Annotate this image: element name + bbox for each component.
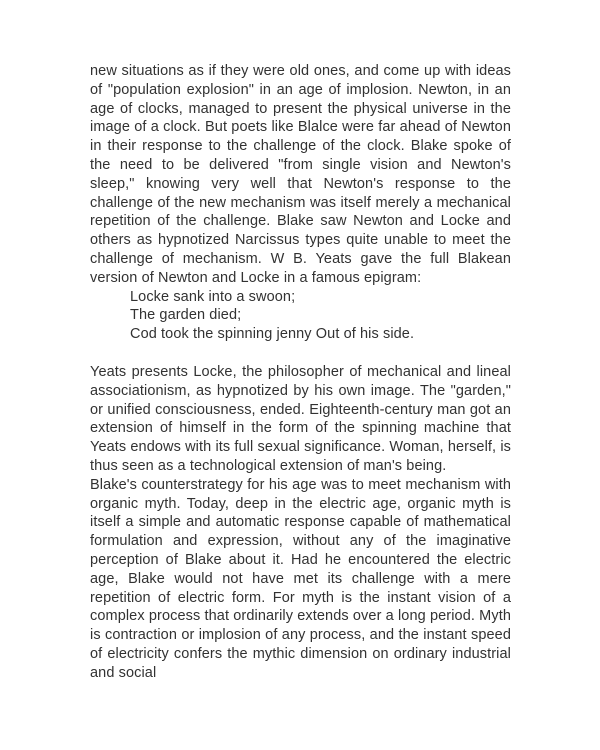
verse-line-2: The garden died;	[130, 307, 242, 324]
text-column	[90, 62, 511, 683]
paragraph-newton-blake: new situations as if they were old ones, and come up with ideas of "population explosion" in an age of implosion. Newton, in an age of clocks, managed to present the physical universe in the image of a clock. But poets like Blalce were far ahead of Newton in their response to the challenge of the clock. Blake spoke of the need to be delivered "from single vision and Newton's sleep," knowing very well that Newton's response to the challenge of the new mechanism was itself merely a mechanical repetition of the challenge. Blake saw Newton and Locke and others as hypnotized Narcissus types quite unable to meet the challenge of mechanism. W B. Yeats gave the full Blakean version of Newton and Locke in a famous epigram:	[90, 63, 511, 286]
paragraph-blake-counterstrategy: Blake's counterstrategy for his age was to meet mechanism with organic myth. Today, deep in the electric age, organic myth is itself a simple and automatic response capable of mathematical formulation and expression, without any of the imaginative perception of Blake about it. Had he encountered the electric age, Blake would not have met its challenge with a mere repetition of electric form. For myth is the instant vision of a complex process that ordinarily extends over a long period. Myth is contraction or implosion of any process, and the instant speed of electricity confers the mythic dimension on ordinary industrial and social	[90, 476, 511, 681]
verse-line-1: Locke sank into a swoon;	[130, 288, 296, 305]
epigram-verse-block	[90, 288, 511, 344]
verse-line-3: Cod took the spinning jenny Out of his side.	[130, 326, 415, 343]
paragraph-yeats-locke: Yeats presents Locke, the philosopher of mechanical and lineal associationism, as hypnotized by his own image. The "garden," or unified consciousness, ended. Eighteenth-century man got an extension of himself in the form of the spinning machine that Yeats endows with its full sexual significance. Woman, herself, is thus seen as a technological extension of man's being.	[90, 363, 511, 474]
